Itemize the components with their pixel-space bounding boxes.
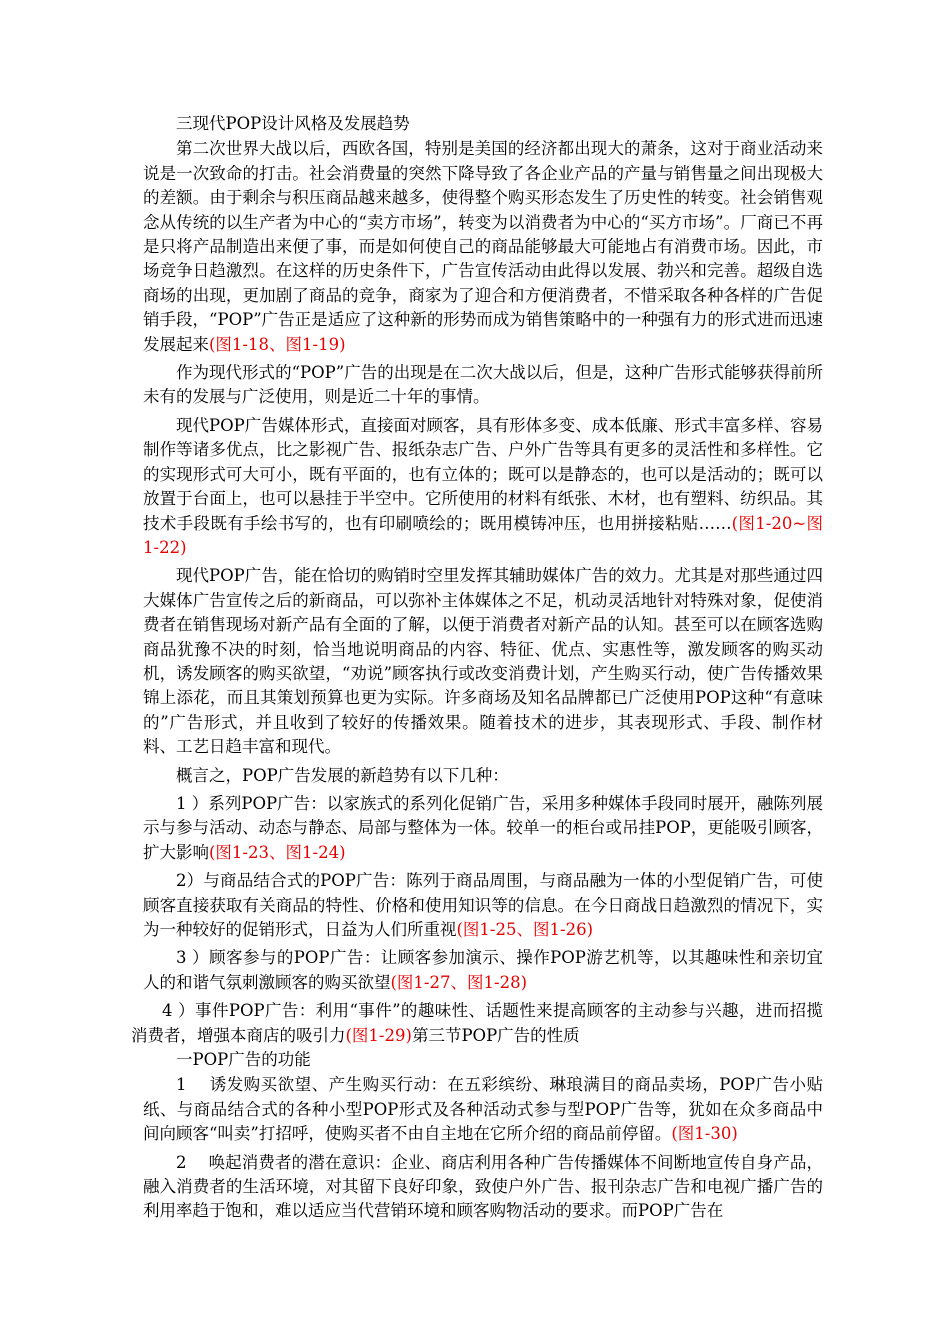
paragraph-text: 2 唤起消费者的潜在意识：企业、商店利用各种广告传播媒体不间断地宣传自身产品，融入消费者的生活环境，对其留下良好印象，致使户外广告、报刊杂志广告和电视广播广告的利用率趋于饱和，难以适应当代营销环境和顾客购物活动的要求。而POP广告在 xyxy=(143,1152,823,1221)
paragraph-text: 4 ）事件POP广告：利用“事件”的趣味性、话题性来提高顾客的主动参与兴趣，进而招揽消费者，增强本商店的吸引力 xyxy=(131,1001,823,1045)
list-item-3 xyxy=(143,946,823,995)
figure-reference: (图1-23、图1-24) xyxy=(209,842,346,862)
paragraph-2 xyxy=(143,361,823,410)
section-heading xyxy=(143,112,823,136)
paragraph-text: 1 诱发购买欲望、产生购买行动：在五彩缤纷、琳琅满目的商品卖场，POP广告小贴纸、与商品结合式的各种小型POP形式及各种活动式参与型POP广告等，犹如在众多商品中间向顾客“叫卖”打招呼，使购买者不由自主地在它所介绍的商品前停留。 xyxy=(143,1075,823,1144)
paragraph-4 xyxy=(143,564,823,759)
paragraph-text: 作为现代形式的“POP”广告的出现是在二次大战以后，但是，这种广告形式能够获得前所未有的发展与广泛使用，则是近二十年的事情。 xyxy=(143,363,823,407)
paragraph-5 xyxy=(143,764,823,788)
section-title-inline: 第三节POP广告的性质 xyxy=(411,1025,580,1045)
paragraph-text: 1 ）系列POP广告：以家族式的系列化促销广告，采用多种媒体手段同时展开，融陈列展示与参与活动、动态与静态、局部与整体为一体。较单一的柜台或吊挂POP，更能吸引顾客，扩大影响 xyxy=(143,793,823,862)
section-heading-text: 三现代POP设计风格及发展趋势 xyxy=(176,114,410,133)
document-body xyxy=(131,112,824,1228)
paragraph-text: 第二次世界大战以后，西欧各国，特别是美国的经济都出现大的萧条，这对于商业活动来说是一次致命的打击。社会消费量的突然下降导致了各企业产品的产量与销售量之间出现极大的差额。由于剩余与积压商品越来越多，使得整个购买形态发生了历史性的转变。社会销售观念从传统的以生产者为中心的“卖方市场”，转变为以消费者为中心的“买方市场”。厂商已不再是只将产品制造出来便了事，而是如何使自己的商品能够最大可能地占有消费市场。因此，市场竞争日趋激烈。在这样的历史条件下，广告宣传活动由此得以发展、勃兴和完善。超级自选商场的出现，更加剧了商品的竞争，商家为了迎合和方便消费者，不惜采取各种各样的广告促销手段，“POP”广告正是适应了这种新的形势而成为销售策略中的一种强有力的形式进而迅速发展起来 xyxy=(143,139,823,354)
figure-reference: (图1-29) xyxy=(345,1025,412,1045)
figure-reference: (图1-20~图1-22) xyxy=(143,513,824,557)
function-item-1 xyxy=(143,1073,823,1146)
paragraph-text: 概言之，POP广告发展的新趋势有以下几种： xyxy=(176,765,509,785)
figure-reference: (图1-18、图1-19) xyxy=(209,334,346,354)
paragraph-text: 2）与商品结合式的POP广告：陈列于商品周围，与商品融为一体的小型促销广告，可使顾客直接获取有关商品的特性、价格和使用知识等的信息。在今日商战日趋激烈的情况下，实为一种较好的促销形式，日益为人们所重视 xyxy=(143,871,823,939)
list-item-4 xyxy=(131,999,823,1048)
subsection-heading-text: 一POP广告的功能 xyxy=(176,1050,311,1070)
figure-reference: (图1-27、图1-28) xyxy=(390,972,528,992)
paragraph-text: 现代POP广告，能在恰切的购销时空里发挥其辅助媒体广告的效力。尤其是对那些通过四大媒体广告宣传之后的新商品，可以弥补主体媒体之不足，机动灵活地针对特殊对象，促使消费者在销售现场对新产品有全面的了解，以便于消费者对新产品的认知。甚至可以在顾客选购商品犹豫不决的时刻，恰当地说明商品的内容、特征、优点、实惠性等，激发顾客的购买动机，诱发顾客的购买欲望，“劝说”顾客执行或改变消费计划，产生购买行动，使广告传播效果锦上添花，而且其策划预算也更为实际。许多商场及知名品牌都已广泛使用POP这种“有意味的”广告形式，并且收到了较好的传播效果。随着技术的进步，其表现形式、手段、制作材料、工艺日趋丰富和现代。 xyxy=(143,566,823,757)
paragraph-text: 3 ）顾客参与的POP广告：让顾客参加演示、操作POP游艺机等，以其趣味性和亲切宜人的和谐气氛刺激顾客的购买欲望 xyxy=(143,948,823,992)
paragraph-3 xyxy=(143,414,823,560)
paragraph-text: 现代POP广告媒体形式，直接面对顾客，具有形体多变、成本低廉、形式丰富多样、容易制作等诸多优点，比之影视广告、报纸杂志广告、户外广告等具有更多的灵活性和多样性。它的实现形式可大可小，既有平面的，也有立体的；既可以是静态的，也可以是活动的；既可以放置于台面上，也可以悬挂于半空中。它所使用的材料有纸张、木材，也有塑料、纺织品。其技术手段既有手绘书写的，也有印刷喷绘的；既用模铸冲压，也用拼接粘贴…… xyxy=(143,415,823,533)
function-item-2 xyxy=(143,1151,823,1224)
list-item-2 xyxy=(143,869,823,942)
figure-reference: (图1-30) xyxy=(671,1124,738,1144)
list-item-1 xyxy=(143,792,823,865)
subsection-heading xyxy=(143,1048,823,1072)
paragraph-1 xyxy=(143,137,823,357)
figure-reference: (图1-25、图1-26) xyxy=(456,920,594,939)
